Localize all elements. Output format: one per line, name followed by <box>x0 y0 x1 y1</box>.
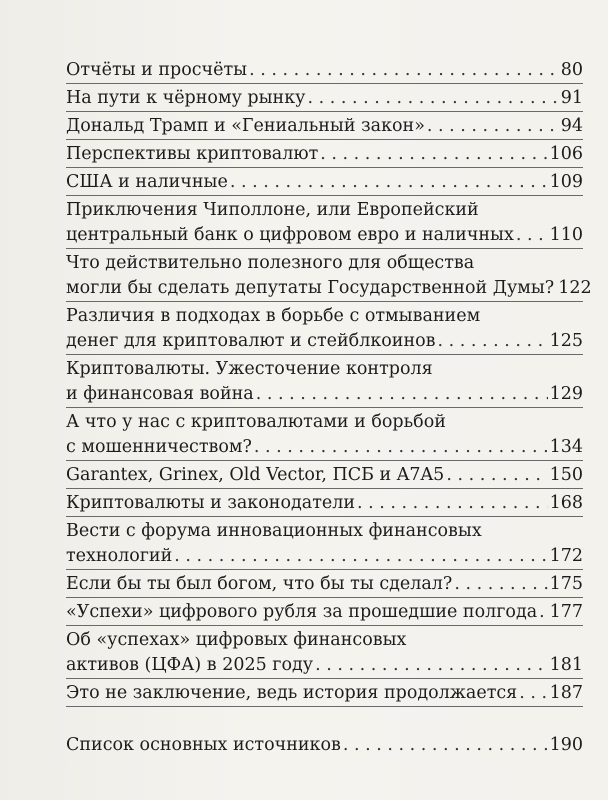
entry-divider <box>66 354 583 355</box>
toc-entry-title: Отчёты и просчёты <box>66 60 248 80</box>
toc-line <box>66 86 583 111</box>
dot-leader <box>427 114 557 139</box>
toc-line <box>66 198 583 223</box>
dot-leader <box>357 491 548 516</box>
dot-leader <box>315 653 548 678</box>
toc-page-number: 91 <box>560 88 583 108</box>
toc-page-number: 109 <box>549 172 583 192</box>
toc-entry-title: активов (ЦФА) в 2025 году <box>66 655 314 675</box>
toc-page-number: 190 <box>549 735 583 755</box>
toc-entry[interactable] <box>66 357 583 408</box>
toc-line <box>66 572 583 597</box>
toc-line <box>66 357 583 382</box>
toc-line <box>66 600 583 625</box>
table-of-contents <box>66 58 592 758</box>
toc-page-number: 187 <box>549 683 583 703</box>
toc-line <box>66 463 583 488</box>
toc-page-number: 110 <box>549 225 583 245</box>
toc-entry-title: центральный банк о цифровом евро и наличных <box>66 225 514 245</box>
toc-entry-title: Об «успехах» цифровых финансовых <box>66 630 407 650</box>
toc-entry-title: Это не заключение, ведь история продолжается <box>66 683 518 703</box>
toc-entry-title: Перспективы криптовалют <box>66 144 319 164</box>
dot-leader <box>446 463 547 488</box>
toc-entry-title: Дональд Трамп и «Гениальный закон» <box>66 116 425 136</box>
toc-page-number: 129 <box>549 384 583 404</box>
toc-entry[interactable] <box>66 519 583 570</box>
entry-divider <box>66 460 583 461</box>
dot-leader <box>307 86 557 111</box>
toc-page-number: 94 <box>560 116 583 136</box>
toc-entry[interactable] <box>66 410 583 461</box>
toc-entry-title: Список основных источников <box>66 735 341 755</box>
toc-entry-title: А что у нас с криптовалютами и борьбой <box>66 412 446 432</box>
toc-line <box>66 251 583 276</box>
entry-divider <box>66 407 583 408</box>
toc-line <box>66 628 583 653</box>
toc-page-number: 172 <box>549 546 583 566</box>
toc-entry-title: На пути к чёрному рынку <box>66 88 306 108</box>
toc-line <box>66 142 583 167</box>
toc-entry[interactable] <box>66 572 583 598</box>
toc-page-number: 181 <box>549 655 583 675</box>
entry-divider <box>66 195 583 196</box>
toc-entry-title: Что действительно полезного для общества <box>66 253 475 273</box>
toc-entry[interactable] <box>66 491 583 517</box>
entry-divider <box>66 706 583 707</box>
toc-line <box>66 329 583 354</box>
dot-leader <box>438 329 548 354</box>
toc-entry-title: денег для криптовалют и стейблкоинов <box>66 331 436 351</box>
dot-leader <box>539 600 547 625</box>
toc-entry[interactable] <box>66 142 583 168</box>
section-gap <box>66 709 583 733</box>
toc-entry[interactable] <box>66 86 583 112</box>
toc-entry-title: Если бы ты был богом, что бы ты сделал? <box>66 574 453 594</box>
toc-line <box>66 519 583 544</box>
toc-entry[interactable] <box>66 114 583 140</box>
toc-entry-title: Различия в подходах в борьбе с отмыванием <box>66 306 481 326</box>
dot-leader <box>516 223 548 248</box>
entry-divider <box>66 83 583 84</box>
toc-line <box>66 681 583 706</box>
entry-divider <box>66 301 583 302</box>
toc-entry-title: Криптовалюты. Ужесточение контроля <box>66 359 433 379</box>
toc-page-number: 106 <box>549 144 583 164</box>
toc-entry-title: и финансовая война <box>66 384 254 404</box>
entry-divider <box>66 139 583 140</box>
toc-entry[interactable] <box>66 681 583 707</box>
toc-line <box>66 304 583 329</box>
toc-line <box>66 223 583 248</box>
entry-divider <box>66 167 583 168</box>
entry-divider <box>66 111 583 112</box>
dot-leader <box>454 572 547 597</box>
toc-line <box>66 58 583 83</box>
dot-leader <box>249 58 557 83</box>
toc-entry-title: с мошенничеством? <box>66 437 252 457</box>
toc-entry[interactable] <box>66 170 583 196</box>
entry-divider <box>66 597 583 598</box>
toc-line <box>66 170 583 195</box>
toc-entry[interactable] <box>66 600 583 626</box>
entry-divider <box>66 488 583 489</box>
toc-line <box>66 114 583 139</box>
toc-page-number: 168 <box>549 493 583 513</box>
toc-entry[interactable] <box>66 198 583 249</box>
toc-entry[interactable] <box>66 733 583 758</box>
dot-leader <box>519 681 547 706</box>
toc-page-number: 122 <box>558 278 592 298</box>
dot-leader <box>320 142 547 167</box>
toc-line <box>66 382 583 407</box>
entry-divider <box>66 625 583 626</box>
toc-entry-title: могли бы сделать депутаты Государственной Думы? <box>66 278 555 298</box>
toc-line <box>66 544 583 569</box>
toc-entry-title: Приключения Чиполлоне, или Европейский <box>66 200 479 220</box>
toc-entry-title: США и наличные <box>66 172 228 192</box>
toc-entry-title: Garantex, Grinex, Old Vector, ПСБ и A7A5 <box>66 465 445 485</box>
entry-divider <box>66 569 583 570</box>
toc-page-number: 175 <box>549 574 583 594</box>
toc-entry[interactable] <box>66 304 583 355</box>
dot-leader <box>343 733 548 758</box>
toc-page-number: 80 <box>560 60 583 80</box>
entry-divider <box>66 516 583 517</box>
toc-line <box>66 276 592 301</box>
toc-line <box>66 435 583 460</box>
dot-leader <box>256 382 548 407</box>
toc-line <box>66 653 583 678</box>
toc-entry[interactable] <box>66 463 583 489</box>
toc-entry-title: Вести с форума инновационных финансовых <box>66 521 482 541</box>
dot-leader <box>254 435 548 460</box>
toc-page-number: 177 <box>549 602 583 622</box>
entry-divider <box>66 678 583 679</box>
toc-entry[interactable] <box>66 251 592 302</box>
toc-entry-title: «Успехи» цифрового рубля за прошедшие полгода <box>66 602 538 622</box>
dot-leader <box>230 170 548 195</box>
dot-leader <box>174 544 547 569</box>
toc-page-number: 134 <box>549 437 583 457</box>
toc-page-number: 125 <box>549 331 583 351</box>
toc-line <box>66 410 583 435</box>
toc-entry[interactable] <box>66 628 583 679</box>
toc-page-number: 150 <box>549 465 583 485</box>
toc-entry-title: Криптовалюты и законодатели <box>66 493 356 513</box>
entry-divider <box>66 248 583 249</box>
toc-entry-title: технологий <box>66 546 173 566</box>
toc-entry[interactable] <box>66 58 583 84</box>
toc-line <box>66 491 583 516</box>
toc-line <box>66 733 583 758</box>
